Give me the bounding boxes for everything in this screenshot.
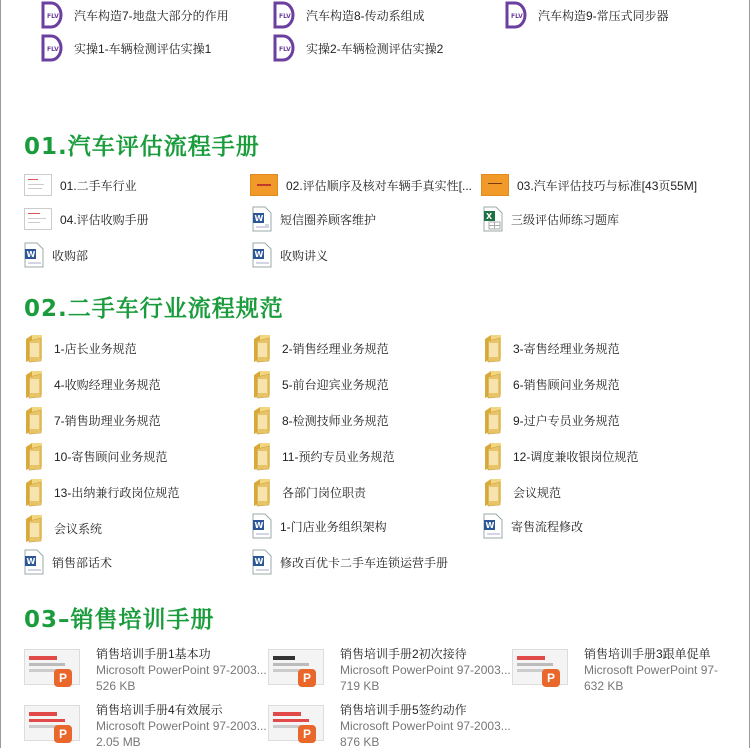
file-size: 2.05 MB [96,735,141,749]
svg-text:W: W [254,250,264,259]
file-item[interactable] [24,441,167,471]
file-type: Microsoft PowerPoint 97-2003... [340,719,511,733]
word-doc-icon [24,242,44,268]
file-item[interactable] [24,369,161,399]
folder-icon [483,405,505,435]
file-name: 会议规范 [513,485,562,500]
file-size: 632 KB [584,679,624,693]
file-name: 销售培训手册4有效展示 [96,703,223,717]
flv-file-icon [272,33,298,63]
powerpoint-icon: P [512,649,574,689]
svg-text:X: X [486,212,493,221]
word-doc-icon [483,513,503,539]
file-name: 短信圈养顾客维护 [280,212,377,227]
file-item[interactable] [40,33,211,63]
ppt-file-item[interactable] [512,646,718,694]
file-name: 12-调度兼收银岗位规范 [513,449,639,464]
file-item[interactable] [252,333,389,363]
file-name: 收购讲义 [280,248,329,263]
file-name: 01.二手车行业 [60,178,137,193]
svg-text:FLV: FLV [279,46,291,53]
folder-icon [252,369,274,399]
file-name: 汽车构造8-传动系组成 [306,8,425,23]
file-name: 10-寄售顾问业务规范 [54,449,168,464]
folder-icon [252,477,274,507]
folder-icon [24,369,46,399]
file-name: 04.评估收购手册 [60,212,149,227]
file-name: 03.汽车评估技巧与标准[43页55M] [517,178,698,193]
file-name: 1-门店业务组织架构 [280,519,387,534]
flv-file-icon [504,0,530,30]
svg-text:FLV: FLV [279,13,291,20]
file-item[interactable] [252,206,376,232]
file-size: 719 KB [340,679,380,693]
file-item[interactable] [483,405,620,435]
powerpoint-icon: P [268,705,330,745]
file-item[interactable] [483,333,620,363]
file-name: 7-销售助理业务规范 [54,413,161,428]
section-heading: 03–销售培训手册 [24,607,215,633]
powerpoint-icon: P [24,705,86,745]
file-item[interactable] [24,174,137,196]
file-item[interactable] [24,549,112,575]
word-doc-icon [252,206,272,232]
ppt-file-item[interactable] [24,702,267,750]
folder-icon [24,441,46,471]
svg-text:FLV: FLV [47,13,59,20]
file-item[interactable] [24,405,161,435]
file-item[interactable] [483,206,619,232]
file-type: Microsoft PowerPoint 97- [584,663,719,677]
file-name: 11-预约专员业务规范 [282,449,395,464]
folder-icon [24,477,46,507]
svg-text:W: W [254,557,264,566]
file-name: 寄售流程修改 [511,519,584,534]
file-type: Microsoft PowerPoint 97-2003... [340,663,511,677]
flv-file-icon [40,0,66,30]
folder-icon [252,333,274,363]
file-item[interactable] [252,477,366,507]
file-name: 销售培训手册3跟单促单 [584,647,711,661]
file-name: 销售培训手册1基本功 [96,647,211,661]
word-doc-icon [24,549,44,575]
ppt-file-item[interactable] [24,646,267,694]
file-type: Microsoft PowerPoint 97-2003... [96,663,267,677]
svg-text:FLV: FLV [511,13,523,20]
svg-text:W: W [26,250,36,259]
file-item[interactable] [481,174,697,196]
document-thumbnail-icon [24,208,52,230]
folder-icon [483,369,505,399]
orange-thumbnail-icon [481,174,509,196]
file-name: 6-销售顾问业务规范 [513,377,620,392]
folder-icon [252,405,274,435]
word-doc-icon [252,549,272,575]
file-name: 会议系统 [54,521,103,536]
folder-icon [24,333,46,363]
file-item[interactable] [483,477,561,507]
file-item[interactable] [483,441,638,471]
file-name: 9-过户专员业务规范 [513,413,620,428]
file-item[interactable] [24,208,149,230]
orange-thumbnail-icon [250,174,278,196]
file-item[interactable] [483,369,620,399]
folder-icon [483,477,505,507]
file-name: 2-销售经理业务规范 [282,341,389,356]
flv-file-icon [272,0,298,30]
ppt-file-item[interactable] [268,646,511,694]
file-item[interactable] [24,477,179,507]
powerpoint-icon: P [268,649,330,689]
file-name: 收购部 [52,248,89,263]
file-type: Microsoft PowerPoint 97-2003... [96,719,267,733]
file-item[interactable] [252,242,328,268]
file-item[interactable] [252,369,389,399]
file-name: 13-出纳兼行政岗位规范 [54,485,180,500]
section-heading: 01.汽车评估流程手册 [24,134,260,160]
file-item[interactable] [483,513,583,539]
file-item[interactable] [252,441,394,471]
excel-doc-icon [483,206,503,232]
file-name: 实操1-车辆检测评估实操1 [74,41,212,56]
svg-text:FLV: FLV [47,46,59,53]
file-item[interactable] [24,513,102,543]
svg-text:W: W [485,521,495,530]
svg-text:W: W [254,521,264,530]
word-doc-icon [252,513,272,539]
file-item[interactable] [252,549,448,575]
file-name: 4-收购经理业务规范 [54,377,161,392]
file-item[interactable] [24,333,137,363]
svg-text:W: W [26,557,36,566]
file-name: 8-检测技师业务规范 [282,413,389,428]
folder-icon [483,441,505,471]
file-name: 汽车构造7-地盘大部分的作用 [74,8,229,23]
file-name: 三级评估师练习题库 [511,212,620,227]
file-name: 修改百优卡二手车连锁运营手册 [280,555,449,570]
powerpoint-icon: P [24,649,86,689]
folder-icon [483,333,505,363]
folder-icon [24,405,46,435]
document-thumbnail-icon [24,174,52,196]
section-heading: 02.二手车行业流程规范 [24,296,284,322]
word-doc-icon [252,242,272,268]
file-item[interactable] [272,33,443,63]
file-name: 02.评估顺序及核对车辆手真实性[... [286,178,473,193]
file-item[interactable] [40,0,229,30]
file-name: 实操2-车辆检测评估实操2 [306,41,444,56]
svg-text:W: W [254,214,264,223]
file-name: 销售培训手册2初次接待 [340,647,467,661]
file-size: 876 KB [340,735,380,749]
file-name: 汽车构造9-常压式同步器 [538,8,669,23]
file-name: 1-店长业务规范 [54,341,137,356]
file-item[interactable] [252,405,389,435]
file-name: 销售培训手册5签约动作 [340,703,467,717]
folder-icon [24,513,46,543]
file-name: 5-前台迎宾业务规范 [282,377,389,392]
file-name: 3-寄售经理业务规范 [513,341,620,356]
file-item[interactable] [272,0,425,30]
file-name: 销售部话术 [52,555,113,570]
file-item[interactable] [24,242,88,268]
file-item[interactable] [504,0,669,30]
ppt-file-item[interactable] [268,702,511,750]
file-size: 526 KB [96,679,136,693]
folder-icon [252,441,274,471]
file-item[interactable] [252,513,387,539]
file-item[interactable] [250,174,472,196]
flv-file-icon [40,33,66,63]
file-name: 各部门岗位职责 [282,485,367,500]
